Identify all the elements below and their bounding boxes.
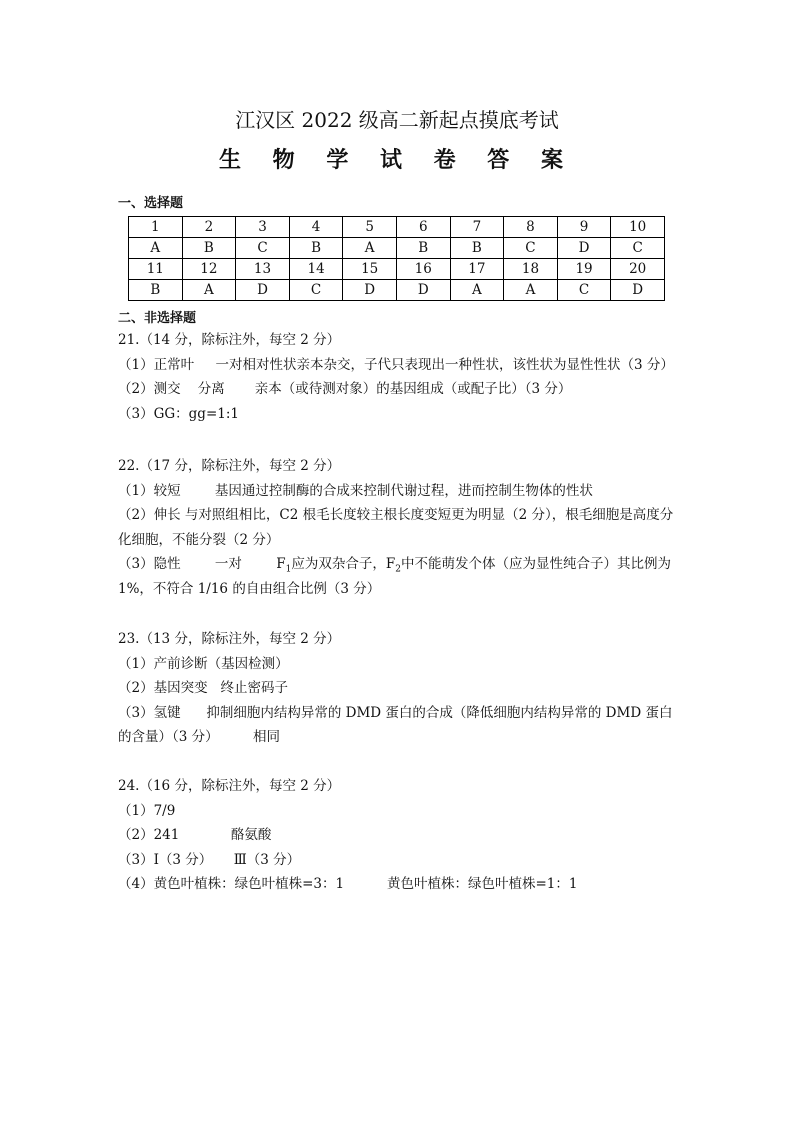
table-cell: 8 — [504, 217, 558, 238]
answer-line: （3）Ⅰ（3 分） Ⅲ（3 分） — [118, 851, 301, 868]
question-heading: 24.（16 分，除标注外，每空 2 分） — [118, 778, 341, 794]
table-cell: 3 — [236, 217, 290, 238]
subscript: 1 — [285, 564, 292, 575]
question-21 — [118, 328, 678, 426]
table-cell: A — [450, 280, 504, 301]
table-cell: D — [236, 280, 290, 301]
table-cell: B — [450, 238, 504, 259]
table-cell: 13 — [236, 259, 290, 280]
table-cell: B — [129, 280, 183, 301]
answer-line: （1）较短 基因通过控制酶的合成来控制代谢过程，进而控制生物体的性状 — [118, 482, 593, 499]
table-cell: 15 — [343, 259, 397, 280]
table-cell: D — [557, 238, 611, 259]
answer-line: （3）氢键 抑制细胞内结构异常的 DMD 蛋白的合成（降低细胞内结构异常的 DMD 蛋白的含量）（3 分） 相同 — [118, 704, 673, 745]
table-row — [129, 280, 665, 301]
answer-line: （1）7/9 — [118, 802, 176, 819]
exam-title: 江汉区 2022 级高二新起点摸底考试 — [235, 108, 559, 132]
answer-table — [128, 216, 665, 301]
table-cell: C — [289, 280, 343, 301]
section-nonchoice-heading: 二、非选择题 — [118, 311, 197, 326]
table-row — [129, 217, 665, 238]
question-heading: 22.（17 分，除标注外，每空 2 分） — [118, 458, 341, 474]
table-cell: 12 — [182, 259, 236, 280]
table-cell: A — [343, 238, 397, 259]
answer-line — [118, 552, 678, 601]
table-cell: B — [182, 238, 236, 259]
table-cell: 9 — [557, 217, 611, 238]
question-24 — [118, 774, 678, 897]
answer-line: （1）产前诊断（基因检测） — [118, 655, 289, 672]
answer-line: （4）黄色叶植株：绿色叶植株=3：1 黄色叶植株：绿色叶植株=1：1 — [118, 876, 578, 892]
table-cell: A — [129, 238, 183, 259]
question-22 — [118, 454, 678, 601]
table-row — [129, 238, 665, 259]
subscript: 2 — [395, 564, 401, 575]
table-cell: 10 — [611, 217, 665, 238]
question-heading: 21.（14 分，除标注外，每空 2 分） — [118, 332, 341, 348]
table-cell: 6 — [396, 217, 450, 238]
answer-text: 应为双杂合子，F — [291, 556, 396, 572]
table-cell: D — [396, 280, 450, 301]
answer-text: （3）隐性 一对 F — [118, 556, 286, 572]
table-cell: B — [396, 238, 450, 259]
table-cell: 11 — [129, 259, 183, 280]
question-heading: 23.（13 分，除标注外，每空 2 分） — [118, 631, 341, 647]
table-cell: C — [236, 238, 290, 259]
table-cell: 1 — [129, 217, 183, 238]
table-cell: 7 — [450, 217, 504, 238]
table-cell: C — [611, 238, 665, 259]
table-cell: C — [504, 238, 558, 259]
table-cell: D — [611, 280, 665, 301]
table-cell: C — [557, 280, 611, 301]
table-cell: 20 — [611, 259, 665, 280]
table-row — [129, 259, 665, 280]
table-cell: 18 — [504, 259, 558, 280]
table-cell: D — [343, 280, 397, 301]
table-cell: A — [504, 280, 558, 301]
table-cell: 4 — [289, 217, 343, 238]
answer-line: （3）GG：gg=1:1 — [118, 405, 239, 422]
answer-text: 中不能萌发个体（应为显性纯合子）其比例为 1%，不符合 1/16 的自由组合比例（3 分） — [118, 556, 671, 597]
table-cell: 5 — [343, 217, 397, 238]
section-choice-heading: 一、选择题 — [118, 196, 184, 211]
answer-line: （2）基因突变 终止密码子 — [118, 680, 288, 696]
table-cell: 17 — [450, 259, 504, 280]
answer-line: （1）正常叶 一对相对性状亲本杂交，子代只表现出一种性状，该性状为显性性状（3 分） — [118, 356, 674, 373]
answer-line: （2）伸长 与对照组相比，C2 根毛长度较主根长度变短更为明显（2 分），根毛细胞是高度分化细胞，不能分裂（2 分） — [118, 507, 674, 548]
question-23 — [118, 627, 678, 750]
table-cell: 16 — [396, 259, 450, 280]
table-cell: 19 — [557, 259, 611, 280]
answer-line: （2）测交 分离 亲本（或待测对象）的基因组成（或配子比）（3 分） — [118, 381, 572, 397]
table-cell: B — [289, 238, 343, 259]
answer-title: 生 物 学 试 卷 答 案 — [219, 148, 575, 173]
table-cell: 2 — [182, 217, 236, 238]
table-cell: 14 — [289, 259, 343, 280]
table-cell: A — [182, 280, 236, 301]
answer-line: （2）241 酪氨酸 — [118, 827, 272, 843]
